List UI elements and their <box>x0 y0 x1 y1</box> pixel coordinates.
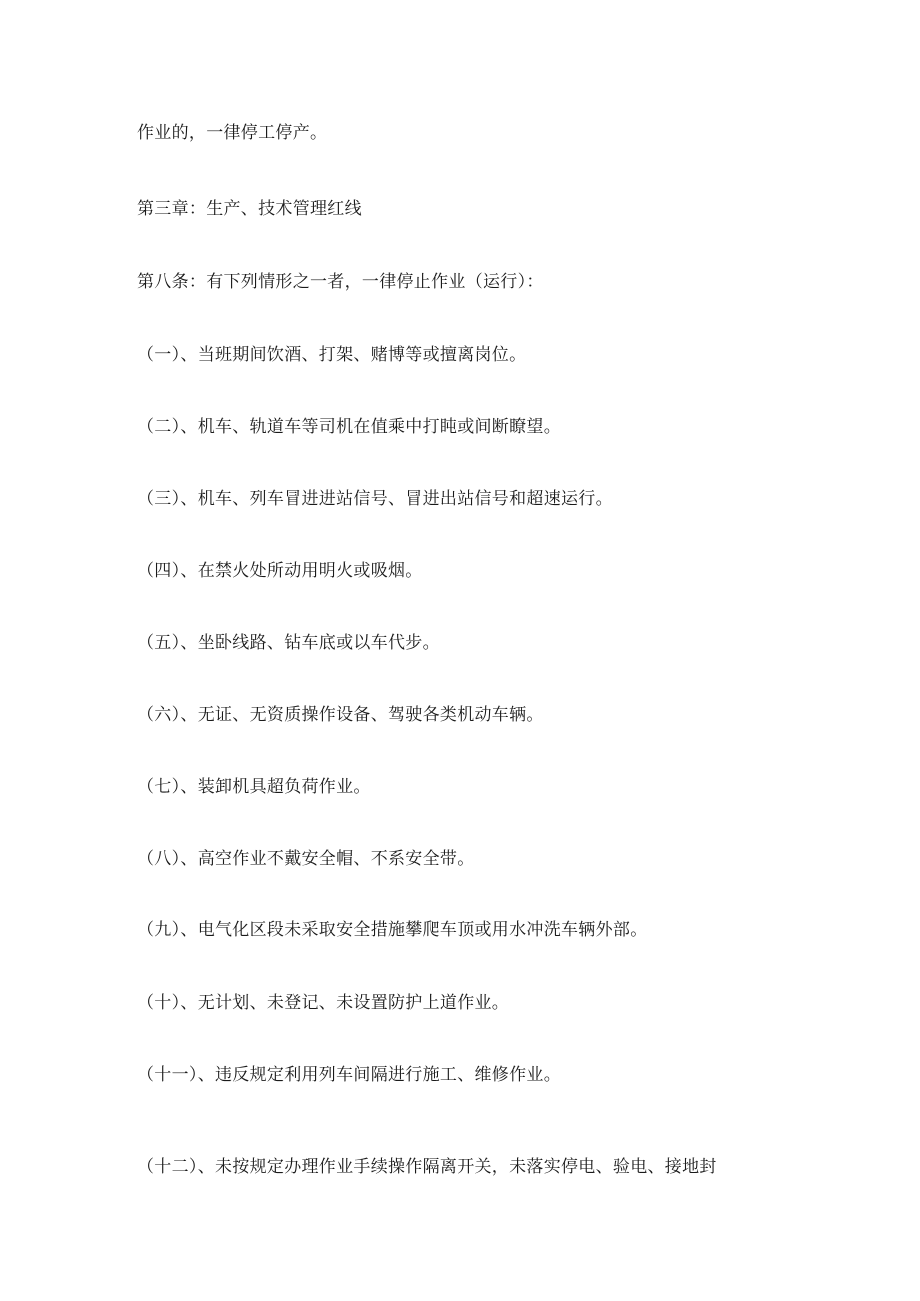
list-item-4: （四）、在禁火处所动用明火或吸烟。 <box>137 561 423 581</box>
list-item-9: （九）、电气化区段未采取安全措施攀爬车顶或用水冲洗车辆外部。 <box>137 920 648 940</box>
list-item-3: （三）、机车、列车冒进进站信号、冒进出站信号和超速运行。 <box>137 489 613 509</box>
paragraph-continuation: 作业的，一律停工停产。 <box>137 123 328 143</box>
list-item-11: （十一）、违反规定利用列车间隔进行施工、维修作业。 <box>137 1065 561 1085</box>
list-item-7: （七）、装卸机具超负荷作业。 <box>137 777 371 797</box>
list-item-12: （十二）、未按规定办理作业手续操作隔离开关，未落实停电、验电、接地封 <box>137 1157 717 1177</box>
list-item-5: （五）、坐卧线路、钻车底或以车代步。 <box>137 633 440 653</box>
list-item-6: （六）、无证、无资质操作设备、驾驶各类机动车辆。 <box>137 705 544 725</box>
list-item-8: （八）、高空作业不戴安全帽、不系安全带。 <box>137 849 475 869</box>
article-heading: 第八条：有下列情形之一者，一律停止作业（运行）： <box>137 272 544 292</box>
list-item-2: （二）、机车、轨道车等司机在值乘中打盹或间断瞭望。 <box>137 417 561 437</box>
list-item-1: （一）、当班期间饮酒、打架、赌博等或擅离岗位。 <box>137 345 527 365</box>
list-item-10: （十）、无计划、未登记、未设置防护上道作业。 <box>137 993 510 1013</box>
chapter-heading: 第三章：生产、技术管理红线 <box>137 199 362 219</box>
